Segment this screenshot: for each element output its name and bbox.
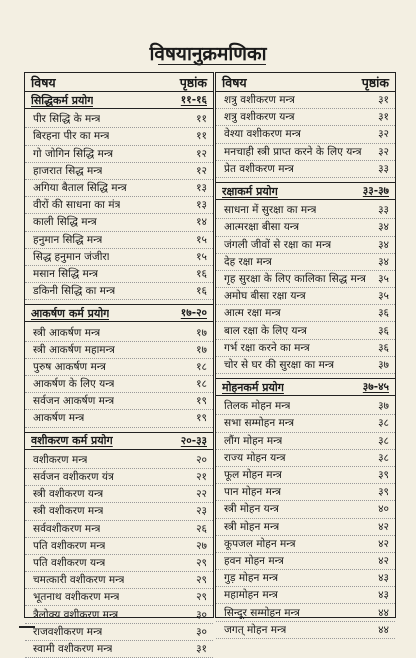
entry-page: ३७: [378, 358, 389, 371]
entry-label: वेश्या वशीकरण मन्त्र: [224, 128, 301, 141]
toc-entry: [216, 433, 395, 450]
entry-label: साधना में सुरक्षा का मन्त्र: [224, 204, 317, 217]
entry-page: ३३: [378, 204, 389, 217]
entry-page: ११: [196, 130, 207, 143]
entry-page: ३२: [378, 128, 389, 141]
entry-label: गृह सुरक्षा के लिए कालिका सिद्ध मन्त्र: [224, 272, 366, 285]
toc-entry: [25, 452, 213, 469]
subject-header: विषय: [222, 74, 247, 90]
entry-label: फूल मोहन मन्त्र: [224, 469, 282, 482]
entry-label: स्त्री वशीकरण यन्त्र: [33, 488, 104, 501]
entry-label: भूतनाथ वशीकरण मन्त्र: [33, 591, 120, 604]
toc-entry: [216, 322, 395, 339]
entry-page: ४३: [378, 589, 389, 602]
entry-label: सर्ववशीकरण मन्त्र: [33, 522, 101, 535]
entry-page: २३: [196, 505, 207, 518]
entry-page: ४३: [378, 572, 389, 585]
toc-entry: [25, 128, 213, 145]
toc-entry: [216, 271, 395, 288]
section-title: रक्षाकर्म प्रयोग: [222, 184, 278, 198]
entry-label: मनचाही स्त्री प्राप्त करने के लिए यन्त्र: [224, 145, 362, 158]
entry-label: पति वशीकरण मन्त्र: [33, 539, 106, 552]
toc-entry: [25, 486, 213, 503]
entry-label: पीर सिद्धि के मन्त्र: [33, 113, 101, 126]
entry-page: २९: [196, 556, 207, 569]
entry-label: पति वशीकरण यन्त्र: [33, 556, 106, 569]
entry-label: आकर्षण के लिए यन्त्र: [33, 378, 115, 391]
entry-page: १५: [196, 233, 207, 246]
toc-entry: [25, 624, 213, 641]
toc-section-heading: [216, 182, 395, 200]
entry-page: २६: [196, 522, 207, 535]
entry-label: स्त्री मोहन यन्त्र: [224, 503, 279, 516]
entry-page: ३०: [196, 625, 207, 638]
page-title: विषयानुक्रमणिका: [149, 43, 267, 65]
toc-entry: [25, 572, 213, 589]
toc-section-heading: [25, 304, 213, 322]
entry-label: त्रैलोक्य वशीकरण मन्त्र: [33, 608, 119, 621]
toc-section-heading: [25, 432, 213, 450]
entry-label: बिरहना पीर का मन्त्र: [33, 130, 110, 143]
entry-label: सिद्ध हनुमान जंजीरा: [33, 250, 110, 263]
page-header: पृष्ठांक: [179, 74, 207, 90]
entry-label: जगत् मोहन मन्त्र: [224, 623, 287, 636]
entry-page: ३६: [378, 341, 389, 354]
toc-entry: [25, 376, 213, 393]
toc-entry: [25, 589, 213, 606]
toc-entry: [216, 622, 395, 639]
toc-entry: [25, 111, 213, 128]
entry-page: ३९: [378, 469, 389, 482]
toc-entry: [216, 92, 395, 109]
section-page-range: ११-१६: [180, 94, 207, 107]
entry-label: स्त्री आकर्षण मन्त्र: [33, 326, 101, 339]
entry-label: वीरों की साधना का मंत्र: [33, 199, 121, 212]
toc-entry: [216, 161, 395, 178]
toc-section-heading: [216, 378, 395, 396]
toc-entry: [25, 469, 213, 486]
entry-label: चोर से घर की सुरक्षा का मन्त्र: [224, 358, 334, 371]
toc-entry: [216, 570, 395, 587]
toc-entry: [25, 249, 213, 266]
entry-page: २०: [196, 453, 207, 466]
entry-page: ४२: [378, 520, 389, 533]
toc-entry: [216, 398, 395, 415]
toc-left-column: [24, 72, 214, 655]
entry-page: ३६: [378, 307, 389, 320]
entry-page: ४२: [378, 537, 389, 550]
entry-label: महामोहन मन्त्र: [224, 589, 278, 602]
entry-label: गुड़ मोहन मन्त्र: [224, 572, 279, 585]
entry-label: चमत्कारी वशीकरण मन्त्र: [33, 574, 125, 587]
section-title: मोहनकर्म प्रयोग: [222, 380, 284, 394]
entry-label: हाजरात सिद्ध मन्त्र: [33, 164, 103, 177]
section-page-range: २०-३३: [180, 434, 207, 447]
toc-entry: [216, 467, 395, 484]
entry-label: डकिनी सिद्धि का मन्त्र: [33, 285, 116, 298]
entry-page: १२: [196, 164, 207, 177]
page-header: पृष्ठांक: [361, 74, 389, 90]
entry-label: लौंग मोहन मन्त्र: [224, 434, 283, 447]
entry-label: सभा सम्मोहन मन्त्र: [224, 417, 295, 430]
entry-page: ३१: [196, 642, 207, 655]
toc-entry: [216, 126, 395, 143]
entry-label: सिन्दूर सम्मोहन मन्त्र: [224, 606, 300, 619]
toc-entry: [216, 553, 395, 570]
column-header: [216, 73, 395, 92]
toc-entry: [25, 410, 213, 427]
entry-page: ३४: [378, 221, 389, 234]
entry-page: ११: [196, 113, 207, 126]
toc-entry: [25, 606, 213, 623]
entry-page: ४४: [378, 606, 389, 619]
entry-page: २९: [196, 591, 207, 604]
entry-page: ३५: [378, 290, 389, 303]
entry-label: स्वामी वशीकरण मन्त्र: [33, 642, 113, 655]
entry-page: ३४: [378, 238, 389, 251]
entry-label: सर्वजन आकर्षण मन्त्र: [33, 395, 115, 408]
entry-page: ३६: [378, 324, 389, 337]
subject-header: विषय: [31, 74, 56, 90]
entry-page: ३०: [196, 608, 207, 621]
entry-page: १७: [196, 326, 207, 339]
entry-page: १८: [196, 378, 207, 391]
entry-label: तिलक मोहन मन्त्र: [224, 400, 291, 413]
entry-page: ३२: [378, 145, 389, 158]
entry-page: १८: [196, 360, 207, 373]
entry-label: बाल रक्षा के लिए यन्त्र: [224, 324, 307, 337]
entry-page: १९: [196, 395, 207, 408]
entry-label: मसान सिद्धि मन्त्र: [33, 267, 99, 280]
toc-entry: [25, 197, 213, 214]
entry-page: २९: [196, 574, 207, 587]
entry-label: शत्रु वशीकरण यन्त्र: [224, 111, 295, 124]
toc-entry: [25, 266, 213, 283]
entry-page: १९: [196, 412, 207, 425]
toc-entry: [25, 180, 213, 197]
toc-entry: [216, 519, 395, 536]
entry-label: आत्म रक्षा मन्त्र: [224, 307, 281, 320]
entry-label: सर्वजन वशीकरण यंत्र: [33, 471, 114, 484]
entry-page: १३: [196, 182, 207, 195]
toc-entry: [25, 538, 213, 555]
toc-entry: [216, 450, 395, 467]
entry-label: पुरुष आकर्षण मन्त्र: [33, 360, 106, 373]
toc-entry: [216, 415, 395, 432]
toc-entry: [25, 146, 213, 163]
section-title: आकर्षण कर्म प्रयोग: [31, 306, 110, 320]
toc-entry: [25, 555, 213, 572]
section-page-range: ३७-४५: [362, 381, 389, 394]
entry-label: स्त्री मोहन मन्त्र: [224, 520, 280, 533]
entry-page: ३१: [378, 94, 389, 107]
entry-page: २१: [196, 471, 207, 484]
entry-label: शत्रु वशीकरण मन्त्र: [224, 94, 295, 107]
entry-label: हनुमान सिद्धि मन्त्र: [33, 233, 103, 246]
page-mark: [19, 626, 35, 628]
entry-label: कूपजल मोहन मन्त्र: [224, 537, 296, 550]
entry-page: १४: [196, 216, 207, 229]
entry-page: ३७: [378, 400, 389, 413]
entry-page: ४०: [378, 503, 389, 516]
toc-entry: [216, 219, 395, 236]
toc-entry: [216, 587, 395, 604]
entry-label: जंगली जीवों से रक्षा का मन्त्र: [224, 238, 332, 251]
entry-page: १७: [196, 343, 207, 356]
entry-page: ३९: [378, 486, 389, 499]
entry-label: राजवशीकरण मन्त्र: [33, 625, 103, 638]
entry-label: प्रेत वशीकरण मन्त्र: [224, 162, 294, 175]
toc-entry: [216, 305, 395, 322]
entry-page: २७: [196, 539, 207, 552]
entry-label: वशीकरण मन्त्र: [33, 453, 88, 466]
toc-entry: [25, 283, 213, 300]
entry-label: हवन मोहन मन्त्र: [224, 554, 284, 567]
section-page-range: ३३-३७: [362, 185, 389, 198]
entry-label: स्त्री वशीकरण मन्त्र: [33, 505, 104, 518]
entry-page: १२: [196, 147, 207, 160]
left-entries: [25, 92, 213, 658]
entry-label: काली सिद्धि मन्त्र: [33, 216, 97, 229]
toc-entry: [25, 342, 213, 359]
entry-label: अगिया बैताल सिद्धि मन्त्र: [33, 182, 127, 195]
section-title: वशीकरण कर्म प्रयोग: [31, 434, 113, 448]
section-page-range: १७-२०: [180, 307, 207, 320]
entry-page: ३५: [378, 272, 389, 285]
toc-entry: [25, 641, 213, 658]
entry-label: गो जोगिन सिद्धि मन्त्र: [33, 147, 114, 160]
toc-entry: [25, 359, 213, 376]
toc-entry: [216, 288, 395, 305]
toc-entry: [216, 484, 395, 501]
toc-entry: [216, 202, 395, 219]
toc-entry: [216, 254, 395, 271]
entry-label: अमोघ बीसा रक्षा यन्त्र: [224, 290, 306, 303]
entry-page: १५: [196, 250, 207, 263]
toc-entry: [25, 163, 213, 180]
toc-entry: [25, 324, 213, 341]
toc-entry: [216, 237, 395, 254]
toc-entry: [25, 214, 213, 231]
entry-page: १६: [196, 267, 207, 280]
entry-page: ३१: [378, 111, 389, 124]
entry-label: राज्य मोहन यन्त्र: [224, 451, 286, 464]
toc-entry: [25, 393, 213, 410]
entry-page: १३: [196, 199, 207, 212]
entry-label: स्त्री आकर्षण महामन्त्र: [33, 343, 115, 356]
section-title: सिद्धिकर्म प्रयोग: [31, 93, 94, 107]
entry-page: ४४: [378, 623, 389, 636]
toc-entry: [216, 109, 395, 126]
entry-page: ३३: [378, 162, 389, 175]
column-header: [25, 73, 213, 92]
entry-page: ४२: [378, 554, 389, 567]
toc-entry: [25, 503, 213, 520]
entry-label: आत्मरक्षा बीसा यन्त्र: [224, 221, 300, 234]
toc-entry: [216, 340, 395, 357]
entry-page: ३८: [378, 451, 389, 464]
entry-page: १६: [196, 285, 207, 298]
toc-entry: [216, 604, 395, 621]
entry-label: आकर्षण मन्त्र: [33, 412, 85, 425]
entry-page: ३८: [378, 417, 389, 430]
toc-entry: [216, 501, 395, 518]
toc-entry: [216, 536, 395, 553]
toc-entry: [25, 521, 213, 538]
entry-page: ३४: [378, 255, 389, 268]
title-underline: [158, 64, 266, 65]
entry-page: ३८: [378, 434, 389, 447]
right-entries: [216, 92, 395, 639]
toc-entry: [25, 232, 213, 249]
entry-label: देह रक्षा मन्त्र: [224, 255, 272, 268]
entry-page: २२: [196, 488, 207, 501]
toc-section-heading: [25, 92, 213, 109]
entry-label: गर्भ रक्षा करने का मन्त्र: [224, 341, 310, 354]
toc-entry: [216, 144, 395, 161]
toc-entry: [216, 357, 395, 374]
toc-right-column: [215, 72, 396, 636]
entry-label: पान मोहन मन्त्र: [224, 486, 282, 499]
